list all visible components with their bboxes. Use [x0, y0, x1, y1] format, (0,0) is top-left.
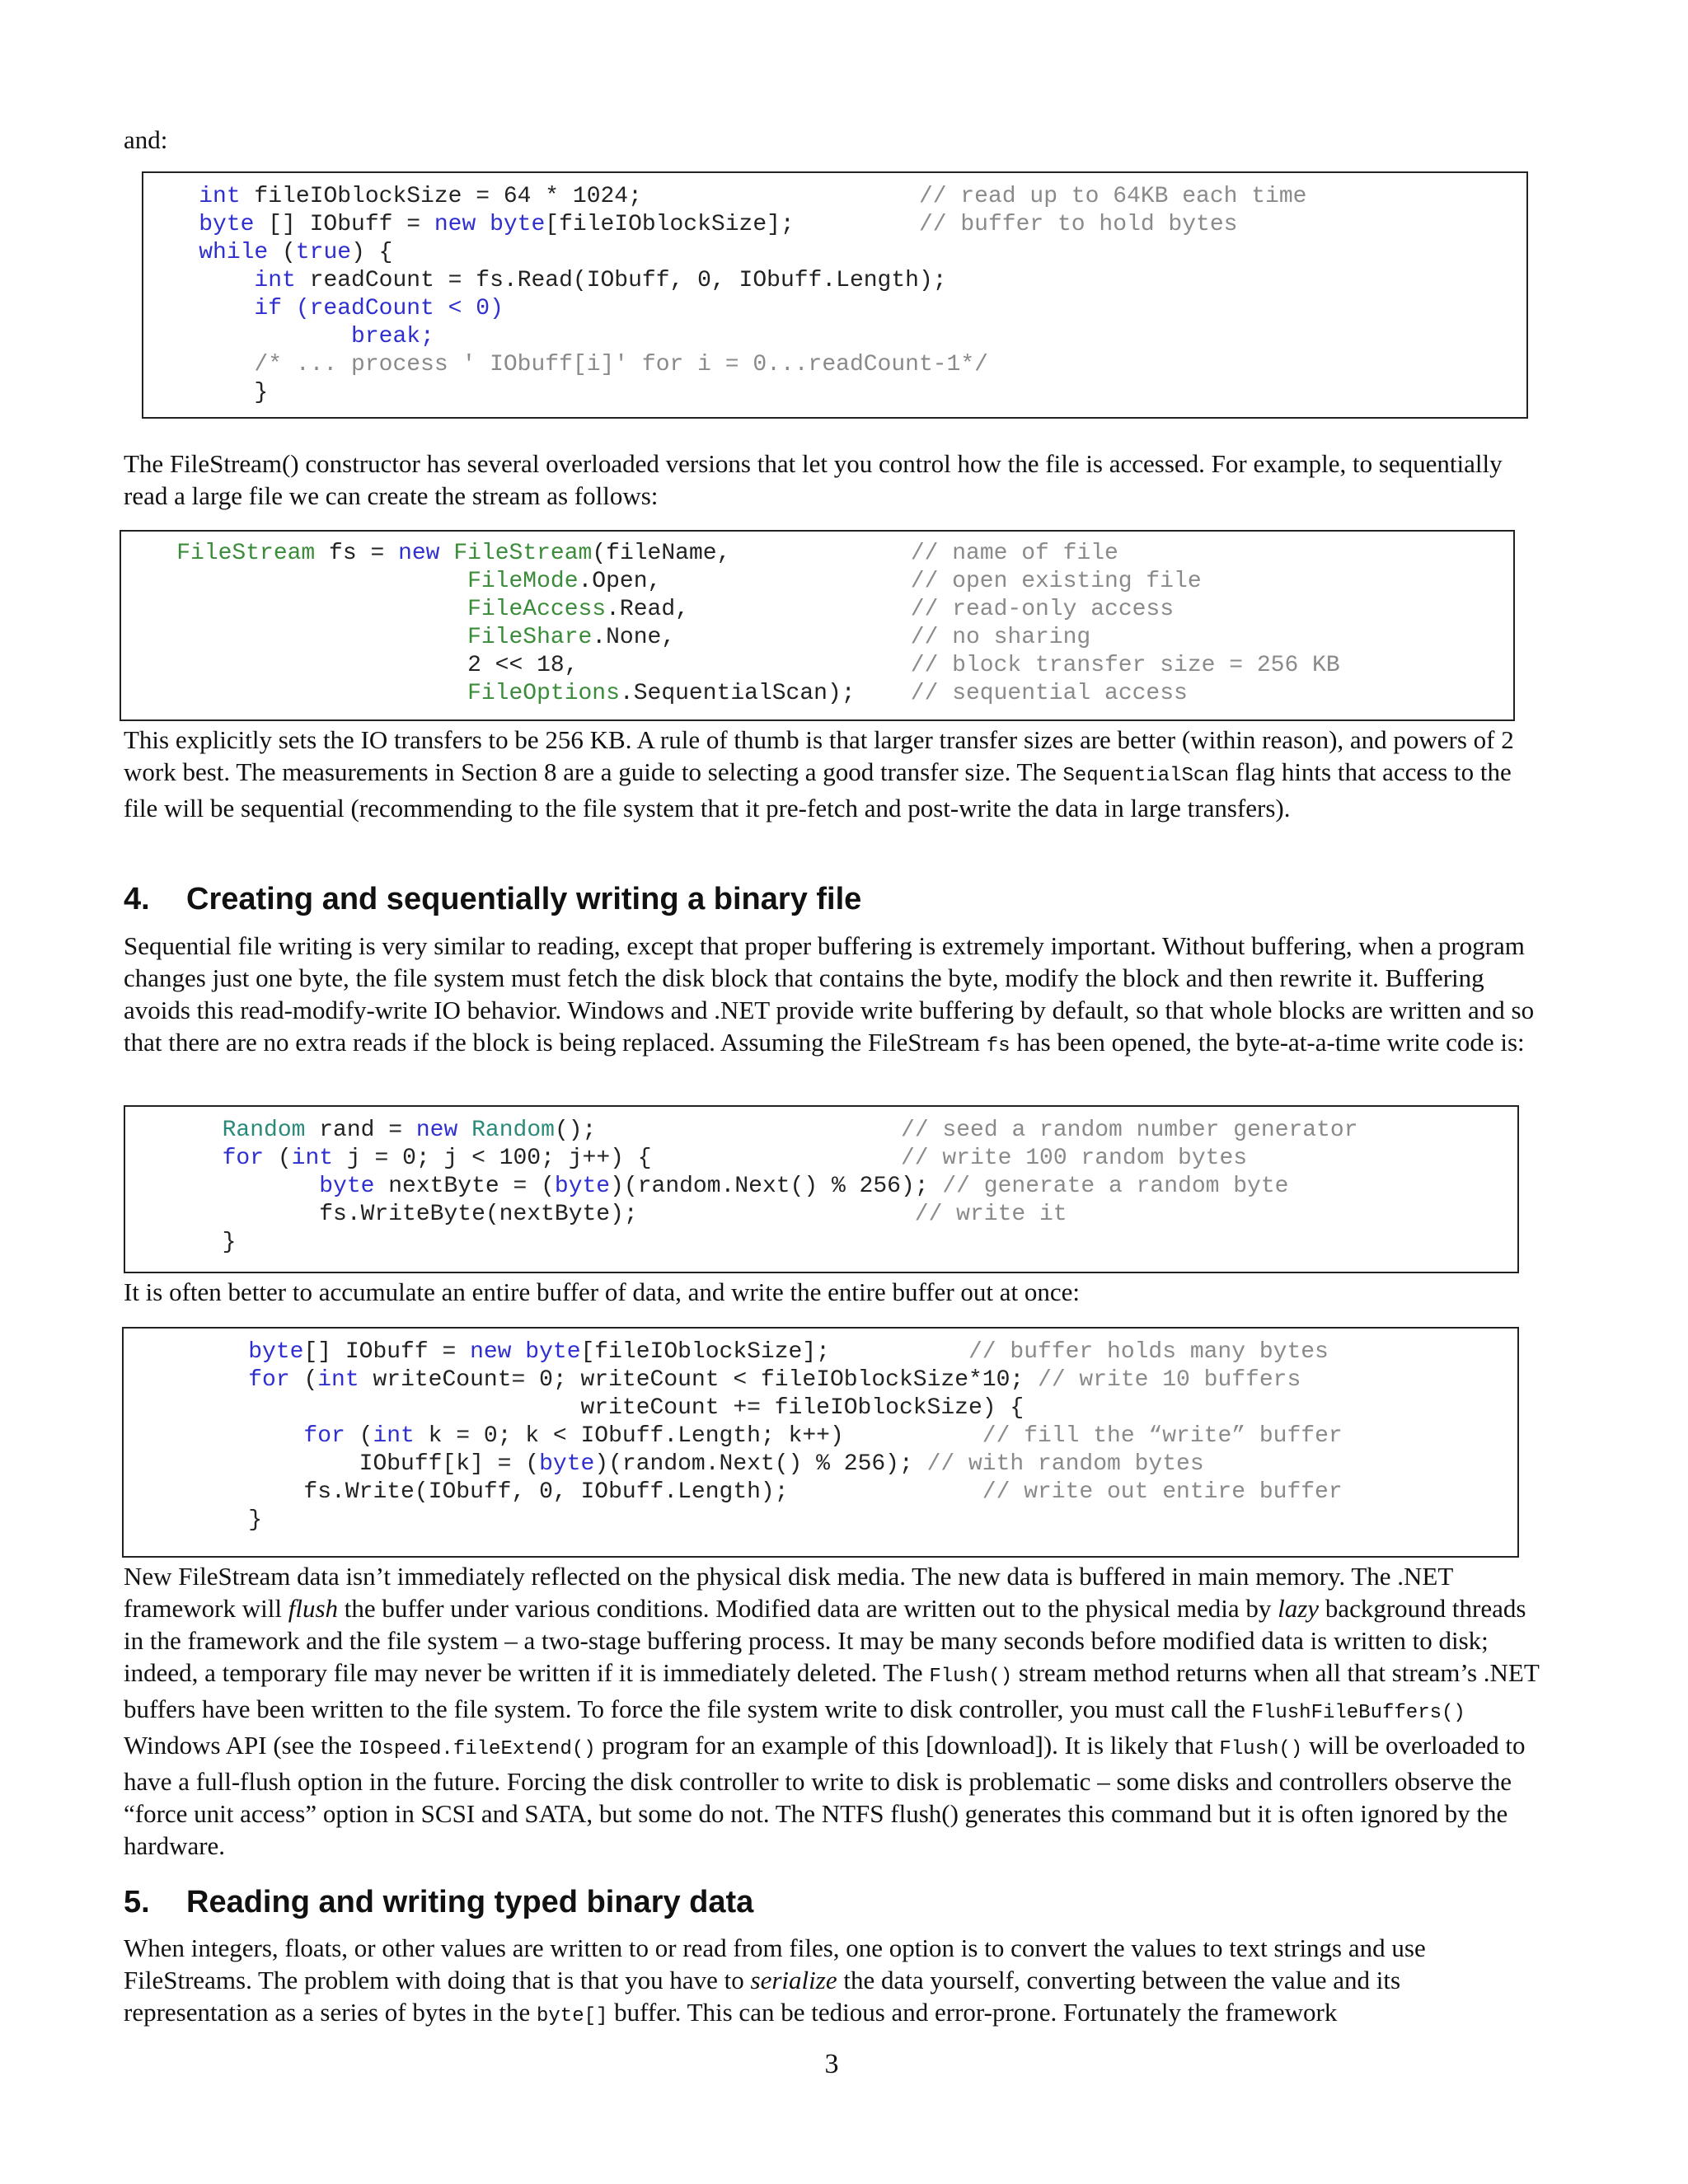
section-title: Reading and writing typed binary data: [186, 1885, 754, 1919]
code-line: int fileIOblockSize = 64 * 1024; // read up to 64KB each time: [143, 184, 1307, 209]
para-flush-behavior: [124, 1560, 1550, 1862]
para-filestream-constructor: The FileStream() constructor has several overloaded versions that let you control how the file is accessed. For example, to sequentially read a large file we can create the stream as follows:: [124, 449, 1503, 510]
code-line: FileStream fs = new FileStream(fileName, // name of file: [121, 541, 1118, 566]
inline-code: FlushFileBuffers(): [1251, 1702, 1465, 1724]
code-block-filestream-ctor: [120, 530, 1515, 721]
code-line: while (true) {: [143, 240, 393, 265]
text-span: buffer. This can be tedious and error-prone. Fortunately the framework: [607, 1998, 1338, 2027]
code-line: byte[] IObuff = new byte[fileIOblockSize]; // buffer holds many bytes: [124, 1339, 1329, 1365]
inline-code: byte[]: [537, 2005, 608, 2027]
code-line: for (int writeCount= 0; writeCount < fileIOblockSize*10; // write 10 buffers: [124, 1367, 1301, 1393]
text-span: the data yourself, converting between the value and its representation as a series of bytes in the: [124, 1966, 1401, 2027]
para-typed-binary: [124, 1932, 1550, 2032]
code-line: }: [143, 380, 269, 405]
code-line: }: [125, 1230, 237, 1255]
code-filestream-ctor: [121, 540, 1340, 708]
code-line: byte [] IObuff = new byte[fileIOblockSize]; // buffer to hold bytes: [143, 212, 1238, 237]
code-block-buffer-write: [122, 1327, 1519, 1558]
inline-code: IOspeed.fileExtend(): [358, 1738, 596, 1760]
code-line: byte nextByte = (byte)(random.Next() % 256); // generate a random byte: [125, 1174, 1289, 1199]
code-line: writeCount += fileIOblockSize) {: [124, 1395, 1025, 1421]
text-span: Windows API (see the: [124, 1731, 359, 1760]
section-number: 5.: [124, 1885, 150, 1919]
para-buffer-accumulate: It is often better to accumulate an entire buffer of data, and write the entire buffer out at once:: [124, 1277, 1081, 1306]
emphasis: lazy: [1278, 1594, 1320, 1623]
text-span: Sequential file writing is very similar to reading, except that proper buffering is extremely important. Without buffering, when a program changes just one byte, the file system must fetch the disk block that contains the byte, modify the block and then rewrite it. Buffering avoids this read-modify-write IO behavior. Windows and .NET provide write buffering by default, so that whole blocks are written and so that there are no extra reads if the block is being replaced. Assuming the FileStream: [124, 931, 1535, 1057]
text-span: flag hints that access to the file will be sequential (recommending to the file system that it pre-fetch and post-write the data in large transfers).: [124, 757, 1512, 823]
text-span: will be overloaded to have a full-flush option in the future. Forcing the disk controller to write to disk is problematic – some disks and controllers observe the “force unit access” option in SCSI and SATA, but some do not. The NTFS flush() generates this command but it is often ignored by the hardware.: [124, 1731, 1526, 1860]
code-line: fs.WriteByte(nextByte); // write it: [125, 1202, 1067, 1227]
code-buffer-write: [124, 1338, 1343, 1535]
code-line: if (readCount < 0): [143, 296, 504, 321]
section-number: 4.: [124, 882, 150, 916]
code-line: int readCount = fs.Read(IObuff, 0, IObuff.Length);: [143, 268, 947, 293]
text-span: program for an example of this [download]). It is likely that: [595, 1731, 1220, 1760]
code-line: FileAccess.Read, // read-only access: [467, 597, 1175, 622]
section-5-heading: [124, 1885, 753, 1920]
code-line: fs.Write(IObuff, 0, IObuff.Length); // write out entire buffer: [124, 1479, 1343, 1505]
page-number: 3: [824, 2049, 839, 2079]
code-line: 2 << 18, // block transfer size = 256 KB: [121, 653, 1340, 678]
code-line: }: [124, 1507, 263, 1533]
para-transfer-size: [124, 724, 1550, 824]
text-span: background threads in the framework and the file system – a two-stage buffering process. It may be many seconds before modified data is written to disk; indeed, a temporary file may never be written if it is immediately deleted. The: [124, 1594, 1526, 1687]
code-line: /* ... process ' IObuff[i]' for i = 0...readCount-1*/: [143, 352, 988, 377]
text-span: has been opened, the byte-at-a-time write code is:: [1010, 1028, 1525, 1057]
code-byte-write: [125, 1117, 1358, 1257]
text-span: When integers, floats, or other values are written to or read from files, one option is to convert the values to text strings and use FileStreams. The problem with doing that is that you have to: [124, 1933, 1426, 1994]
code-line: Random rand = new Random(); // seed a random number generator: [222, 1118, 1358, 1143]
emphasis: serialize: [750, 1966, 837, 1994]
section-4-heading: [124, 882, 861, 917]
code-line: FileShare.None, // no sharing: [467, 625, 1091, 650]
code-line: IObuff[k] = (byte)(random.Next() % 256); // with random bytes: [124, 1451, 1204, 1477]
text-span: New FileStream data isn’t immediately reflected on the physical disk media. The new data is buffered in main memory. The .NET framework will: [124, 1562, 1453, 1623]
text-span: This explicitly sets the IO transfers to be 256 KB. A rule of thumb is that larger transfer sizes are better (within reason), and powers of 2 work best. The measurements in Section 8 are a guide to selecting a good transfer size. The: [124, 725, 1514, 786]
inline-code: fs: [986, 1035, 1010, 1057]
emphasis: flush: [288, 1594, 339, 1623]
para-sequential-writing: [124, 930, 1550, 1062]
text-span: stream method returns when all that stream’s .NET buffers have been written to the file system. To force the file system write to disk controller, you must call the: [124, 1658, 1540, 1723]
code-read-loop: [143, 183, 1306, 407]
text-span: the buffer under various conditions. Modified data are written out to the physical media by: [338, 1594, 1278, 1623]
code-line: FileOptions.SequentialScan); // sequential access: [467, 681, 1188, 706]
inline-code: Flush(): [1219, 1738, 1303, 1760]
code-line: for (int j = 0; j < 100; j++) { // write 100 random bytes: [125, 1146, 1248, 1171]
intro-text: and:: [124, 125, 168, 154]
code-block-byte-write: [124, 1105, 1519, 1273]
code-line: for (int k = 0; k < IObuff.Length; k++) // fill the “write” buffer: [124, 1423, 1343, 1449]
code-line: break;: [143, 324, 434, 349]
code-line: FileMode.Open, // open existing file: [467, 569, 1202, 594]
inline-code: SequentialScan: [1062, 765, 1230, 787]
code-block-read-loop: [142, 171, 1528, 419]
section-title: Creating and sequentially writing a binary file: [186, 882, 862, 916]
inline-code: Flush(): [929, 1666, 1013, 1688]
